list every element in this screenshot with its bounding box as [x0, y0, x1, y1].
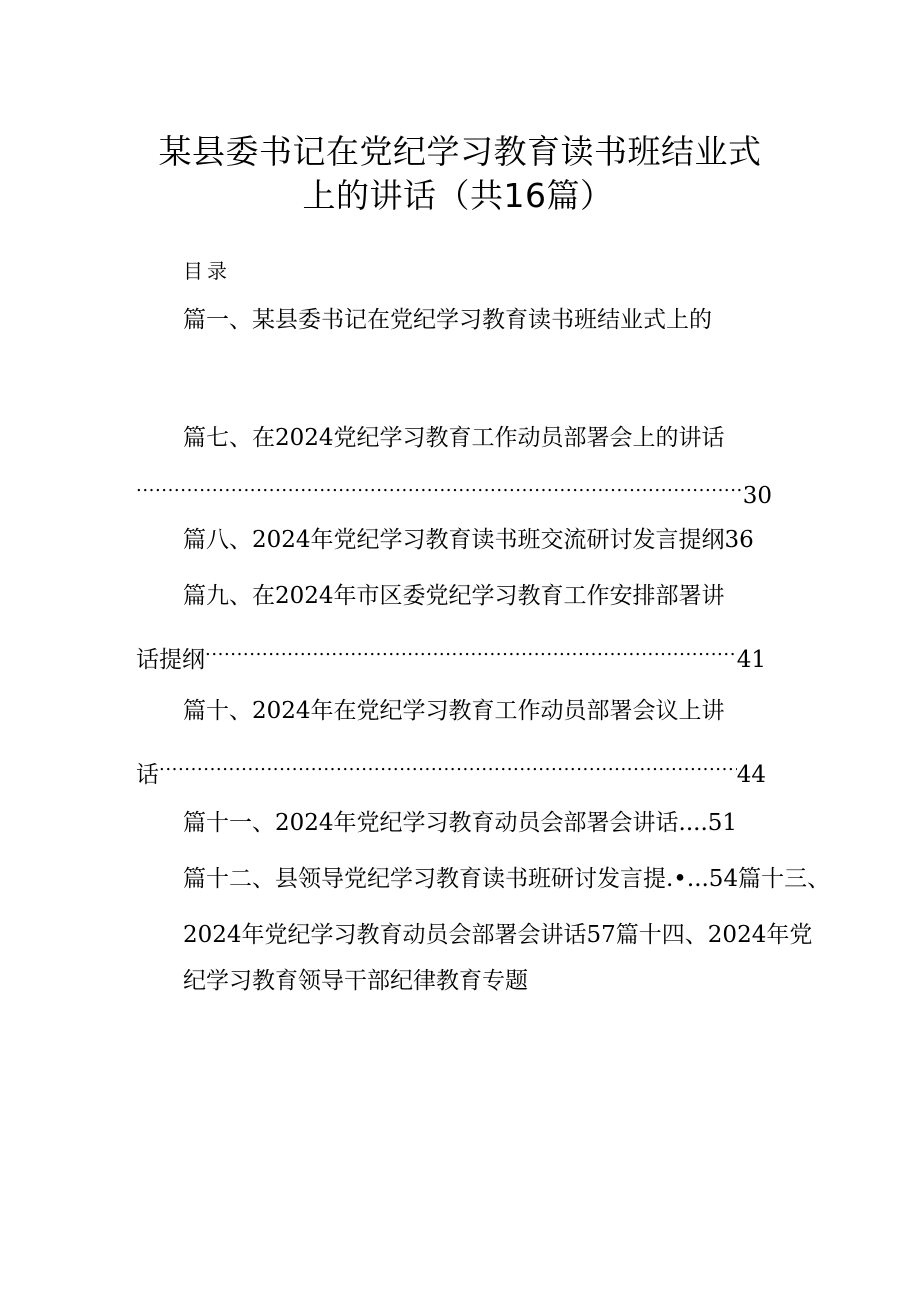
toc-entry-9-continuation: 话提纲	[136, 647, 205, 673]
toc-entry-11[interactable]: 篇十一、2024年党纪学习教育动员会部署会讲话....51	[183, 810, 738, 836]
toc-dot-leader	[159, 752, 737, 782]
toc-dot-leader	[205, 637, 737, 667]
toc-entry-9[interactable]: 篇九、在2024年市区委党纪学习教育工作安排部署讲	[183, 583, 725, 609]
toc-entry-8[interactable]: 篇八、2024年党纪学习教育读书班交流研讨发言提纲36	[183, 527, 754, 553]
document-title-line-1: 某县委书记在党纪学习教育读书班结业式	[158, 132, 762, 171]
toc-entry-10-page: 44	[736, 762, 766, 788]
toc-entry-7-page: 30	[742, 483, 772, 509]
toc-entry-7-leader	[136, 473, 772, 511]
document-title-line-2: 上的讲话（共16篇）	[302, 176, 614, 215]
toc-entry-7[interactable]: 篇七、在2024党纪学习教育工作动员部署会上的讲话	[183, 425, 725, 451]
toc-dot-leader	[136, 473, 743, 503]
toc-entry-1[interactable]: 篇一、某县委书记在党纪学习教育读书班结业式上的	[183, 307, 712, 333]
toc-entry-10[interactable]: 篇十、2024年在党纪学习教育工作动员部署会议上讲	[183, 698, 725, 724]
toc-entry-12-line-1[interactable]: 篇十二、县领导党纪学习教育读书班研讨发言提.•...54篇十三、	[183, 866, 831, 892]
toc-entry-10-continuation: 话	[136, 762, 159, 788]
toc-entry-12-line-2[interactable]: 2024年党纪学习教育动员会部署会讲话57篇十四、2024年党	[183, 922, 813, 948]
toc-entry-10-leader	[136, 752, 766, 790]
toc-entry-9-page: 41	[736, 647, 766, 673]
toc-heading: 目录	[183, 259, 231, 283]
toc-entry-12-line-3[interactable]: 纪学习教育领导干部纪律教育专题	[183, 968, 528, 994]
toc-entry-9-leader	[136, 637, 766, 675]
